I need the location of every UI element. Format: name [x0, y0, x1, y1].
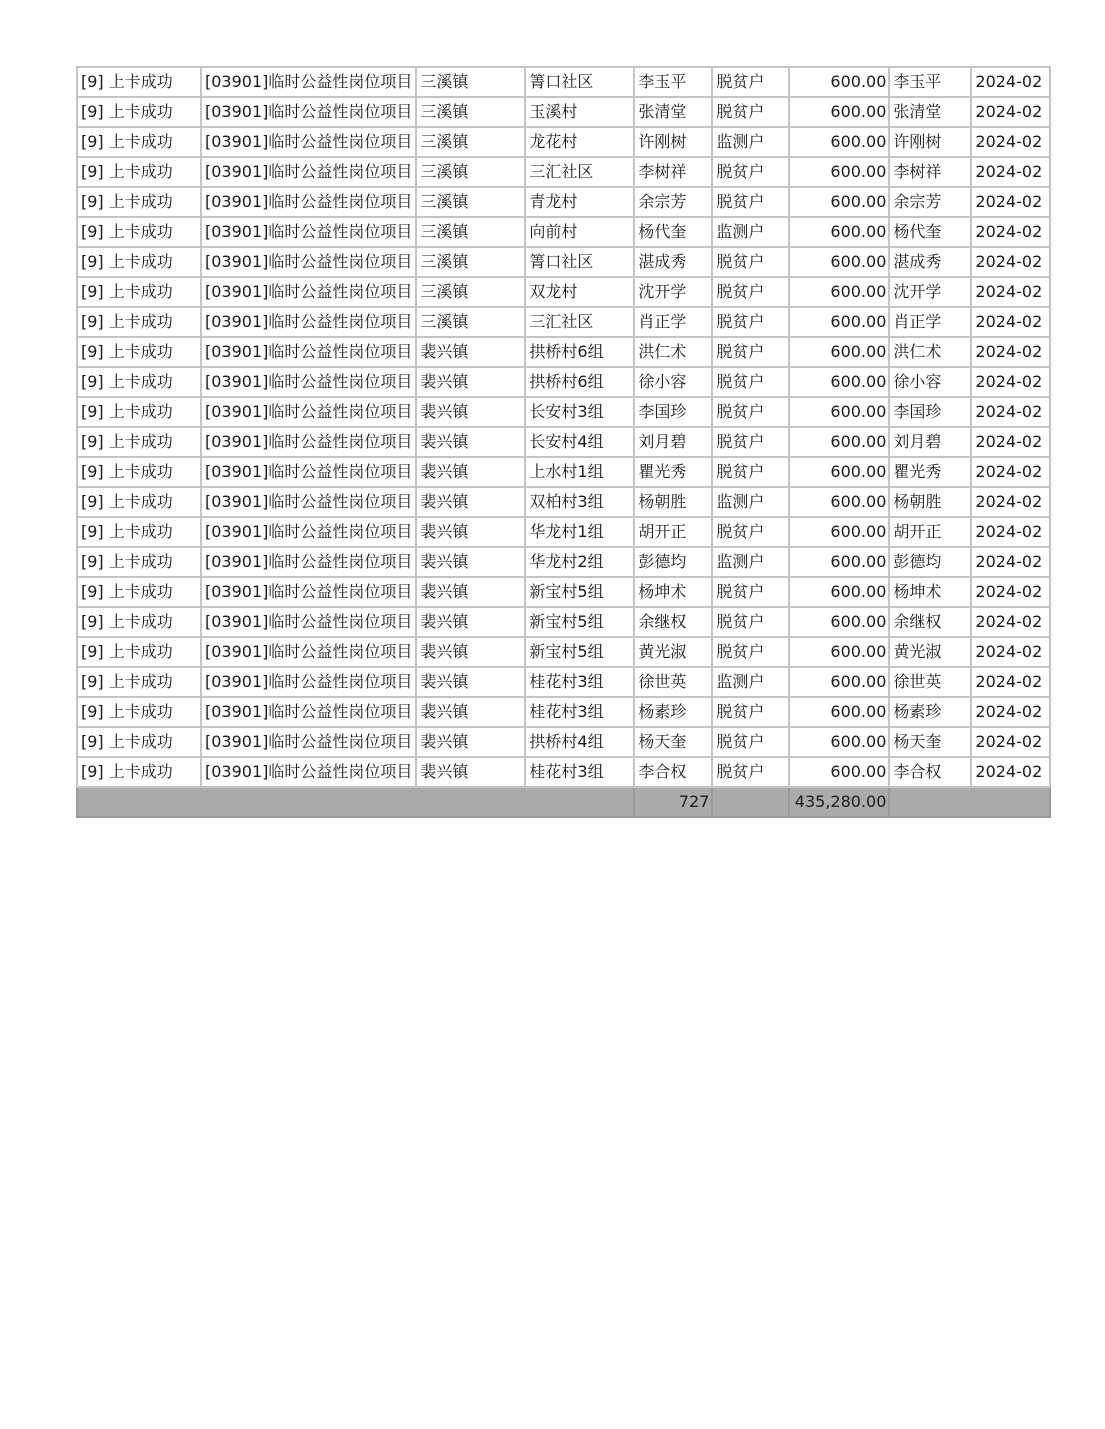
- period-cell: 2024-02: [971, 127, 1050, 157]
- household-type-cell: 脱贫户: [712, 67, 789, 97]
- status-cell: [9] 上卡成功: [77, 547, 201, 577]
- total-row-blank: [712, 787, 789, 817]
- status-cell: [9] 上卡成功: [77, 757, 201, 787]
- payee-cell: 杨天奎: [889, 727, 971, 757]
- amount-cell: 600.00: [789, 727, 889, 757]
- table-row: [77, 97, 1050, 127]
- amount-cell: 600.00: [789, 247, 889, 277]
- household-type-cell: 监测户: [712, 217, 789, 247]
- village-cell: 长安村4组: [525, 427, 634, 457]
- name-cell: 李树祥: [634, 157, 712, 187]
- project-cell: [03901]临时公益性岗位项目: [201, 607, 416, 637]
- table-row: [77, 547, 1050, 577]
- period-cell: 2024-02: [971, 247, 1050, 277]
- table-row: [77, 727, 1050, 757]
- status-cell: [9] 上卡成功: [77, 307, 201, 337]
- status-cell: [9] 上卡成功: [77, 187, 201, 217]
- amount-cell: 600.00: [789, 337, 889, 367]
- village-cell: 华龙村2组: [525, 547, 634, 577]
- name-cell: 沈开学: [634, 277, 712, 307]
- town-cell: 裴兴镇: [416, 487, 525, 517]
- town-cell: 三溪镇: [416, 97, 525, 127]
- period-cell: 2024-02: [971, 67, 1050, 97]
- amount-cell: 600.00: [789, 697, 889, 727]
- household-type-cell: 脱贫户: [712, 247, 789, 277]
- village-cell: 新宝村5组: [525, 637, 634, 667]
- village-cell: 箐口社区: [525, 247, 634, 277]
- project-cell: [03901]临时公益性岗位项目: [201, 67, 416, 97]
- amount-cell: 600.00: [789, 97, 889, 127]
- amount-cell: 600.00: [789, 187, 889, 217]
- table-row: [77, 367, 1050, 397]
- status-cell: [9] 上卡成功: [77, 637, 201, 667]
- table-row: [77, 517, 1050, 547]
- town-cell: 裴兴镇: [416, 547, 525, 577]
- amount-cell: 600.00: [789, 217, 889, 247]
- amount-cell: 600.00: [789, 67, 889, 97]
- household-type-cell: 脱贫户: [712, 397, 789, 427]
- payee-cell: 许刚树: [889, 127, 971, 157]
- table-row: [77, 127, 1050, 157]
- period-cell: 2024-02: [971, 367, 1050, 397]
- project-cell: [03901]临时公益性岗位项目: [201, 127, 416, 157]
- payee-cell: 徐小容: [889, 367, 971, 397]
- project-cell: [03901]临时公益性岗位项目: [201, 697, 416, 727]
- amount-cell: 600.00: [789, 157, 889, 187]
- project-cell: [03901]临时公益性岗位项目: [201, 517, 416, 547]
- total-row: [77, 787, 1050, 817]
- project-cell: [03901]临时公益性岗位项目: [201, 97, 416, 127]
- name-cell: 徐小容: [634, 367, 712, 397]
- table-row: [77, 337, 1050, 367]
- project-cell: [03901]临时公益性岗位项目: [201, 547, 416, 577]
- table-row: [77, 667, 1050, 697]
- period-cell: 2024-02: [971, 187, 1050, 217]
- village-cell: 新宝村5组: [525, 607, 634, 637]
- village-cell: 上水村1组: [525, 457, 634, 487]
- town-cell: 三溪镇: [416, 157, 525, 187]
- project-cell: [03901]临时公益性岗位项目: [201, 487, 416, 517]
- village-cell: 三汇社区: [525, 157, 634, 187]
- status-cell: [9] 上卡成功: [77, 157, 201, 187]
- household-type-cell: 监测户: [712, 667, 789, 697]
- village-cell: 青龙村: [525, 187, 634, 217]
- household-type-cell: 脱贫户: [712, 457, 789, 487]
- status-cell: [9] 上卡成功: [77, 607, 201, 637]
- status-cell: [9] 上卡成功: [77, 67, 201, 97]
- household-type-cell: 脱贫户: [712, 187, 789, 217]
- household-type-cell: 脱贫户: [712, 517, 789, 547]
- amount-cell: 600.00: [789, 427, 889, 457]
- name-cell: 李合权: [634, 757, 712, 787]
- amount-cell: 600.00: [789, 277, 889, 307]
- name-cell: 肖正学: [634, 307, 712, 337]
- status-cell: [9] 上卡成功: [77, 367, 201, 397]
- amount-cell: 600.00: [789, 757, 889, 787]
- amount-cell: 600.00: [789, 457, 889, 487]
- period-cell: 2024-02: [971, 277, 1050, 307]
- amount-cell: 600.00: [789, 397, 889, 427]
- payee-cell: 杨坤术: [889, 577, 971, 607]
- period-cell: 2024-02: [971, 577, 1050, 607]
- period-cell: 2024-02: [971, 427, 1050, 457]
- project-cell: [03901]临时公益性岗位项目: [201, 157, 416, 187]
- payee-cell: 余继权: [889, 607, 971, 637]
- table-row: [77, 67, 1050, 97]
- name-cell: 许刚树: [634, 127, 712, 157]
- town-cell: 三溪镇: [416, 127, 525, 157]
- household-type-cell: 脱贫户: [712, 277, 789, 307]
- village-cell: 新宝村5组: [525, 577, 634, 607]
- name-cell: 杨代奎: [634, 217, 712, 247]
- village-cell: 箐口社区: [525, 67, 634, 97]
- period-cell: 2024-02: [971, 637, 1050, 667]
- status-cell: [9] 上卡成功: [77, 487, 201, 517]
- project-cell: [03901]临时公益性岗位项目: [201, 667, 416, 697]
- status-cell: [9] 上卡成功: [77, 517, 201, 547]
- project-cell: [03901]临时公益性岗位项目: [201, 217, 416, 247]
- payee-cell: 张清堂: [889, 97, 971, 127]
- payment-table: [76, 66, 1051, 818]
- village-cell: 拱桥村6组: [525, 367, 634, 397]
- payee-cell: 杨素珍: [889, 697, 971, 727]
- period-cell: 2024-02: [971, 157, 1050, 187]
- amount-cell: 600.00: [789, 577, 889, 607]
- town-cell: 三溪镇: [416, 217, 525, 247]
- table-row: [77, 757, 1050, 787]
- payee-cell: 李合权: [889, 757, 971, 787]
- amount-cell: 600.00: [789, 127, 889, 157]
- name-cell: 李国珍: [634, 397, 712, 427]
- table-row: [77, 307, 1050, 337]
- status-cell: [9] 上卡成功: [77, 247, 201, 277]
- amount-cell: 600.00: [789, 487, 889, 517]
- status-cell: [9] 上卡成功: [77, 667, 201, 697]
- household-type-cell: 脱贫户: [712, 727, 789, 757]
- payee-cell: 刘月碧: [889, 427, 971, 457]
- village-cell: 双柏村3组: [525, 487, 634, 517]
- payee-cell: 胡开正: [889, 517, 971, 547]
- name-cell: 余继权: [634, 607, 712, 637]
- payee-cell: 湛成秀: [889, 247, 971, 277]
- household-type-cell: 脱贫户: [712, 637, 789, 667]
- village-cell: 三汇社区: [525, 307, 634, 337]
- name-cell: 彭德均: [634, 547, 712, 577]
- town-cell: 裴兴镇: [416, 397, 525, 427]
- household-type-cell: 脱贫户: [712, 367, 789, 397]
- table-row: [77, 157, 1050, 187]
- household-type-cell: 监测户: [712, 547, 789, 577]
- table-row: [77, 427, 1050, 457]
- project-cell: [03901]临时公益性岗位项目: [201, 427, 416, 457]
- town-cell: 三溪镇: [416, 307, 525, 337]
- name-cell: 杨天奎: [634, 727, 712, 757]
- period-cell: 2024-02: [971, 547, 1050, 577]
- table-body: [77, 67, 1050, 787]
- project-cell: [03901]临时公益性岗位项目: [201, 577, 416, 607]
- payee-cell: 余宗芳: [889, 187, 971, 217]
- amount-cell: 600.00: [789, 637, 889, 667]
- payee-cell: 彭德均: [889, 547, 971, 577]
- town-cell: 裴兴镇: [416, 457, 525, 487]
- status-cell: [9] 上卡成功: [77, 427, 201, 457]
- name-cell: 杨坤术: [634, 577, 712, 607]
- name-cell: 杨素珍: [634, 697, 712, 727]
- payee-cell: 李国珍: [889, 397, 971, 427]
- town-cell: 裴兴镇: [416, 427, 525, 457]
- amount-cell: 600.00: [789, 667, 889, 697]
- project-cell: [03901]临时公益性岗位项目: [201, 757, 416, 787]
- project-cell: [03901]临时公益性岗位项目: [201, 337, 416, 367]
- household-type-cell: 监测户: [712, 487, 789, 517]
- town-cell: 裴兴镇: [416, 607, 525, 637]
- town-cell: 裴兴镇: [416, 637, 525, 667]
- period-cell: 2024-02: [971, 217, 1050, 247]
- name-cell: 洪仁术: [634, 337, 712, 367]
- project-cell: [03901]临时公益性岗位项目: [201, 187, 416, 217]
- period-cell: 2024-02: [971, 607, 1050, 637]
- village-cell: 桂花村3组: [525, 697, 634, 727]
- payee-cell: 李玉平: [889, 67, 971, 97]
- name-cell: 瞿光秀: [634, 457, 712, 487]
- amount-cell: 600.00: [789, 367, 889, 397]
- name-cell: 余宗芳: [634, 187, 712, 217]
- period-cell: 2024-02: [971, 757, 1050, 787]
- amount-cell: 600.00: [789, 607, 889, 637]
- total-row-tail: [889, 787, 1050, 817]
- name-cell: 刘月碧: [634, 427, 712, 457]
- village-cell: 双龙村: [525, 277, 634, 307]
- status-cell: [9] 上卡成功: [77, 457, 201, 487]
- town-cell: 三溪镇: [416, 277, 525, 307]
- payee-cell: 杨代奎: [889, 217, 971, 247]
- household-type-cell: 脱贫户: [712, 607, 789, 637]
- period-cell: 2024-02: [971, 337, 1050, 367]
- project-cell: [03901]临时公益性岗位项目: [201, 637, 416, 667]
- period-cell: 2024-02: [971, 97, 1050, 127]
- table-row: [77, 397, 1050, 427]
- name-cell: 徐世英: [634, 667, 712, 697]
- village-cell: 桂花村3组: [525, 667, 634, 697]
- village-cell: 长安村3组: [525, 397, 634, 427]
- table-row: [77, 697, 1050, 727]
- name-cell: 胡开正: [634, 517, 712, 547]
- status-cell: [9] 上卡成功: [77, 397, 201, 427]
- town-cell: 裴兴镇: [416, 667, 525, 697]
- table-row: [77, 247, 1050, 277]
- village-cell: 龙花村: [525, 127, 634, 157]
- town-cell: 裴兴镇: [416, 517, 525, 547]
- table-row: [77, 277, 1050, 307]
- period-cell: 2024-02: [971, 697, 1050, 727]
- payee-cell: 沈开学: [889, 277, 971, 307]
- project-cell: [03901]临时公益性岗位项目: [201, 307, 416, 337]
- town-cell: 三溪镇: [416, 187, 525, 217]
- village-cell: 华龙村1组: [525, 517, 634, 547]
- status-cell: [9] 上卡成功: [77, 337, 201, 367]
- town-cell: 裴兴镇: [416, 727, 525, 757]
- table-row: [77, 607, 1050, 637]
- town-cell: 裴兴镇: [416, 697, 525, 727]
- payee-cell: 黄光淑: [889, 637, 971, 667]
- household-type-cell: 脱贫户: [712, 757, 789, 787]
- village-cell: 拱桥村6组: [525, 337, 634, 367]
- table-row: [77, 217, 1050, 247]
- status-cell: [9] 上卡成功: [77, 577, 201, 607]
- name-cell: 张清堂: [634, 97, 712, 127]
- status-cell: [9] 上卡成功: [77, 97, 201, 127]
- project-cell: [03901]临时公益性岗位项目: [201, 457, 416, 487]
- period-cell: 2024-02: [971, 307, 1050, 337]
- project-cell: [03901]临时公益性岗位项目: [201, 367, 416, 397]
- status-cell: [9] 上卡成功: [77, 697, 201, 727]
- status-cell: [9] 上卡成功: [77, 277, 201, 307]
- period-cell: 2024-02: [971, 457, 1050, 487]
- amount-cell: 600.00: [789, 307, 889, 337]
- town-cell: 三溪镇: [416, 67, 525, 97]
- payee-cell: 杨朝胜: [889, 487, 971, 517]
- amount-cell: 600.00: [789, 517, 889, 547]
- table-row: [77, 187, 1050, 217]
- table-row: [77, 637, 1050, 667]
- total-row-spacer: [77, 787, 634, 817]
- village-cell: 玉溪村: [525, 97, 634, 127]
- period-cell: 2024-02: [971, 727, 1050, 757]
- payee-cell: 肖正学: [889, 307, 971, 337]
- table-row: [77, 577, 1050, 607]
- household-type-cell: 脱贫户: [712, 697, 789, 727]
- town-cell: 裴兴镇: [416, 577, 525, 607]
- payee-cell: 李树祥: [889, 157, 971, 187]
- payee-cell: 瞿光秀: [889, 457, 971, 487]
- village-cell: 桂花村3组: [525, 757, 634, 787]
- table-row: [77, 457, 1050, 487]
- household-type-cell: 脱贫户: [712, 337, 789, 367]
- period-cell: 2024-02: [971, 667, 1050, 697]
- payee-cell: 徐世英: [889, 667, 971, 697]
- village-cell: 拱桥村4组: [525, 727, 634, 757]
- period-cell: 2024-02: [971, 397, 1050, 427]
- village-cell: 向前村: [525, 217, 634, 247]
- household-type-cell: 脱贫户: [712, 577, 789, 607]
- town-cell: 裴兴镇: [416, 337, 525, 367]
- project-cell: [03901]临时公益性岗位项目: [201, 727, 416, 757]
- status-cell: [9] 上卡成功: [77, 727, 201, 757]
- project-cell: [03901]临时公益性岗位项目: [201, 247, 416, 277]
- name-cell: 杨朝胜: [634, 487, 712, 517]
- amount-cell: 600.00: [789, 547, 889, 577]
- project-cell: [03901]临时公益性岗位项目: [201, 397, 416, 427]
- project-cell: [03901]临时公益性岗位项目: [201, 277, 416, 307]
- period-cell: 2024-02: [971, 487, 1050, 517]
- household-type-cell: 脱贫户: [712, 427, 789, 457]
- household-type-cell: 脱贫户: [712, 157, 789, 187]
- household-type-cell: 脱贫户: [712, 307, 789, 337]
- payee-cell: 洪仁术: [889, 337, 971, 367]
- status-cell: [9] 上卡成功: [77, 217, 201, 247]
- total-count: 727: [634, 787, 712, 817]
- table-row: [77, 487, 1050, 517]
- status-cell: [9] 上卡成功: [77, 127, 201, 157]
- name-cell: 湛成秀: [634, 247, 712, 277]
- name-cell: 黄光淑: [634, 637, 712, 667]
- total-amount: 435,280.00: [789, 787, 889, 817]
- household-type-cell: 监测户: [712, 127, 789, 157]
- household-type-cell: 脱贫户: [712, 97, 789, 127]
- town-cell: 裴兴镇: [416, 367, 525, 397]
- town-cell: 三溪镇: [416, 247, 525, 277]
- period-cell: 2024-02: [971, 517, 1050, 547]
- town-cell: 裴兴镇: [416, 757, 525, 787]
- name-cell: 李玉平: [634, 67, 712, 97]
